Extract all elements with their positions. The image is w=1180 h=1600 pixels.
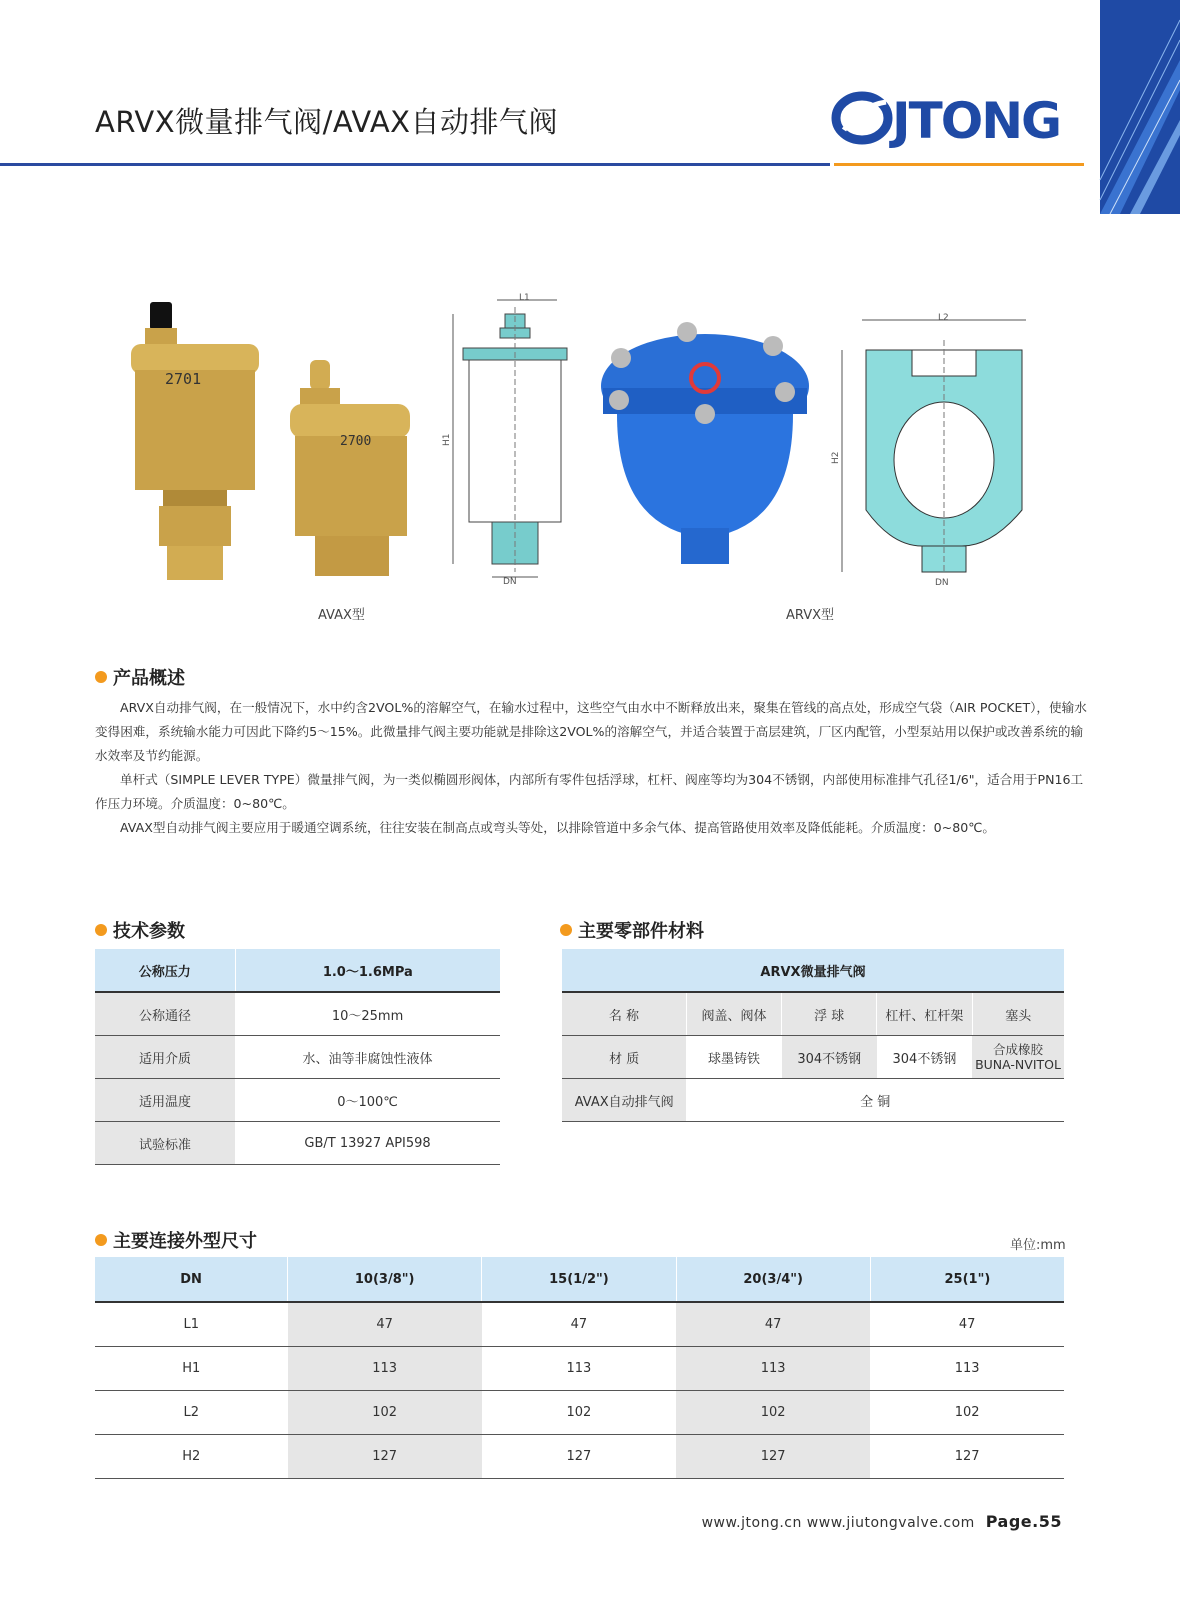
corner-graphic <box>1100 0 1180 214</box>
overview-heading: 产品概述 <box>95 664 185 690</box>
svg-text:2701: 2701 <box>165 370 202 388</box>
header-rule <box>0 163 830 166</box>
svg-text:H2: H2 <box>831 451 841 464</box>
dimensions-table <box>95 1257 1064 1479</box>
svg-text:DN: DN <box>503 577 517 587</box>
bullet-dot <box>95 924 107 936</box>
overview-paragraph: AVAX型自动排气阀主要应用于暖通空调系统，往往安装在制高点或弯头等处，以排除管道中多余气体、提高管路使用效率及降低能耗。介质温度：0~80℃。 <box>120 820 996 835</box>
footer-urls[interactable]: www.jtong.cn www.jiutongvalve.com <box>701 1515 975 1531</box>
table-row: 适用温度 0～100℃ <box>95 1079 500 1122</box>
jtong-logo <box>830 78 1090 158</box>
bullet-dot <box>95 671 107 683</box>
svg-text:DN: DN <box>935 578 949 588</box>
table-row: ARVX微量排气阀 <box>562 949 1064 992</box>
table-row: 公称通径 10～25mm <box>95 992 500 1036</box>
dims-heading: 主要连接外型尺寸 <box>95 1227 257 1253</box>
materials-heading: 主要零部件材料 <box>560 917 704 943</box>
overview-paragraph: 单杆式（SIMPLE LEVER TYPE）微量排气阀，为一类似椭圆形阀体，内部所有零件包括浮球，杠杆、阀座等均为304不锈钢，内部使用标准排气孔径1/6"，适合用于PN16工作压力环境。介质温度：0~80℃。 <box>95 772 1084 811</box>
arvx-valve-photo <box>595 318 815 568</box>
bullet-dot <box>560 924 572 936</box>
page-footer <box>702 1512 1062 1531</box>
overview-text <box>95 696 1090 840</box>
svg-text:2700: 2700 <box>340 434 372 449</box>
arvx-caption: ARVX型 <box>786 608 835 623</box>
svg-text:L2: L2 <box>938 313 949 323</box>
avax-valve-photo <box>125 300 425 590</box>
materials-table <box>562 949 1064 1122</box>
table-row: AVAX自动排气阀 全 铜 <box>562 1079 1064 1122</box>
avax-caption: AVAX型 <box>318 608 365 623</box>
logo-underline <box>834 163 1084 166</box>
table-row: L2 102 102 102 102 <box>95 1391 1064 1435</box>
tech-heading: 技术参数 <box>95 917 185 943</box>
page-number: Page.55 <box>985 1512 1062 1531</box>
arvx-dimension-drawing <box>832 310 1042 590</box>
table-row: 公称压力 1.0～1.6MPa <box>95 949 500 992</box>
table-row: H1 113 113 113 113 <box>95 1347 1064 1391</box>
svg-text:H1: H1 <box>442 433 452 446</box>
overview-paragraph: ARVX自动排气阀，在一般情况下，水中约含2VOL%的溶解空气，在输水过程中，这些空气由水中不断释放出来，聚集在管线的高点处，形成空气袋（AIR POCKET），使输水变得困难，系统输水能力可因此下降约5～15%。此微量排气阀主要功能就是排除这2VOL%的溶解空气，并适合装置于高层建筑，厂区内配管，小型泵站用以保护或改善系统的输水效率及节约能源。 <box>95 700 1087 763</box>
unit-label: 单位:mm <box>1010 1238 1066 1253</box>
table-row: H2 127 127 127 127 <box>95 1435 1064 1479</box>
avax-dimension-drawing <box>442 292 595 602</box>
table-row: 名 称 阀盖、阀体 浮 球 杠杆、杠杆架 塞头 <box>562 992 1064 1036</box>
tech-table <box>95 949 500 1165</box>
table-row: 试验标准 GB/T 13927 API598 <box>95 1122 500 1165</box>
table-row: 适用介质 水、油等非腐蚀性液体 <box>95 1036 500 1079</box>
logo-wordmark: JTONG <box>892 92 1061 150</box>
table-row: 材 质 球墨铸铁 304不锈钢 304不锈钢 合成橡胶 BUNA-NVITOL <box>562 1036 1064 1079</box>
table-row: DN 10(3/8") 15(1/2") 20(3/4") 25(1") <box>95 1257 1064 1302</box>
table-row: L1 47 47 47 47 <box>95 1302 1064 1347</box>
page-title: ARVX微量排气阀/AVAX自动排气阀 <box>95 105 559 139</box>
svg-text:L1: L1 <box>519 293 530 303</box>
bullet-dot <box>95 1234 107 1246</box>
